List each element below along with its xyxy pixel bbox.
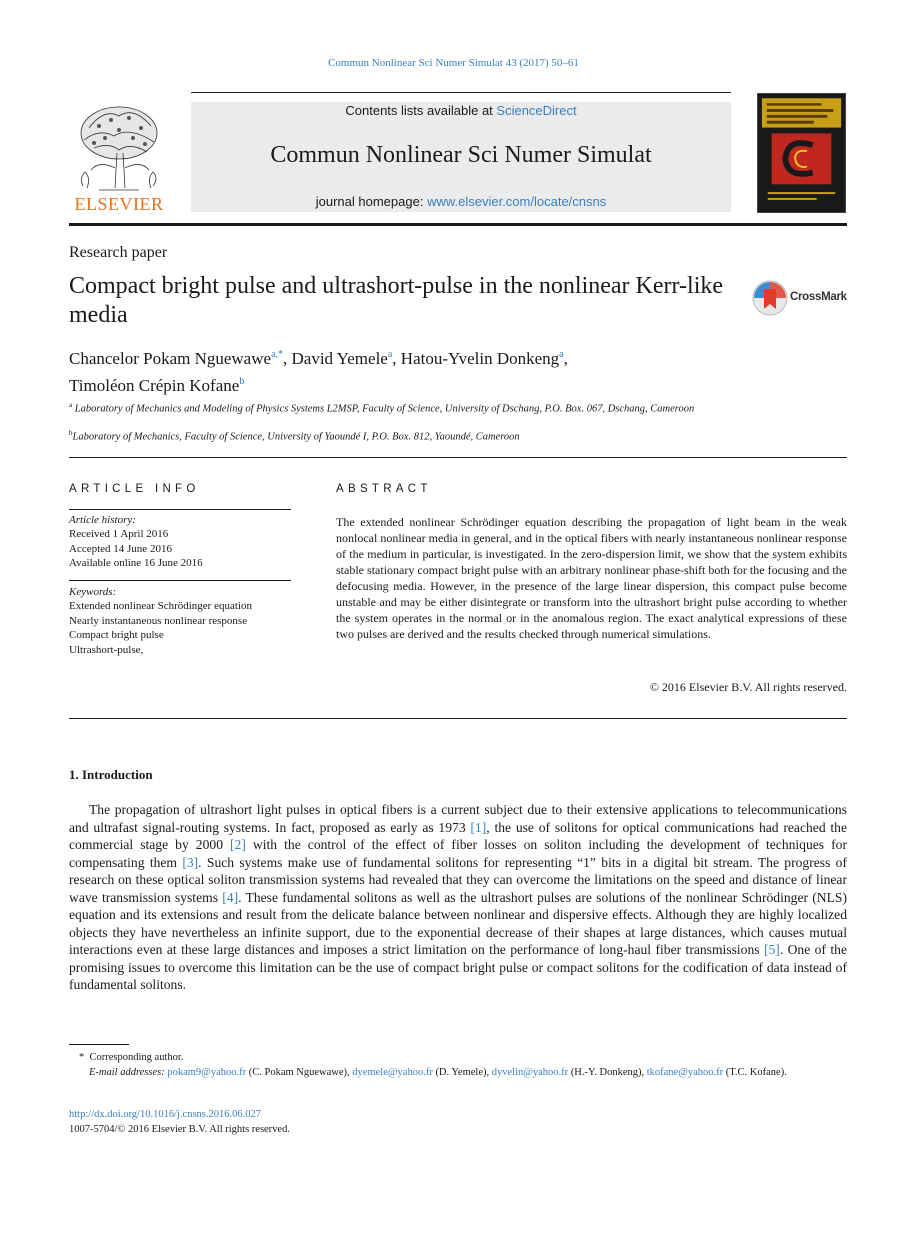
- email-owner: (T.C. Kofane).: [723, 1067, 787, 1078]
- article-info-heading: ARTICLE INFO: [69, 483, 200, 495]
- footnote-rule: [69, 1044, 129, 1045]
- email-link[interactable]: pokam9@yahoo.fr: [167, 1067, 247, 1078]
- email-owner: (D. Yemele),: [432, 1067, 492, 1078]
- abstract-heading: ABSTRACT: [336, 483, 432, 495]
- keywords-label: Keywords:: [69, 586, 117, 598]
- corresponding-label: Corresponding author.: [89, 1052, 184, 1063]
- citation-link[interactable]: [2]: [230, 837, 246, 852]
- homepage-prefix: journal homepage:: [315, 194, 428, 209]
- doi-block: [69, 1107, 290, 1137]
- journal-banner: [191, 102, 731, 212]
- article-type: Research paper: [69, 244, 168, 261]
- footnotes: [69, 1050, 847, 1080]
- issn-copyright: 1007-5704/© 2016 Elsevier B.V. All rights reserved.: [69, 1124, 290, 1135]
- author-name[interactable]: Chancelor Pokam Nguewawe: [69, 349, 272, 368]
- article-info-rule: [69, 509, 291, 510]
- crossmark-icon: [752, 280, 788, 316]
- citation-link[interactable]: [3]: [182, 854, 199, 870]
- crossmark-label: CrossMark: [790, 291, 847, 303]
- affiliation-b: [69, 426, 847, 445]
- masthead-top-rule: [191, 92, 731, 93]
- affiliation-mark: b: [69, 429, 73, 437]
- author-affiliation-mark[interactable]: a: [387, 349, 393, 360]
- citation-link[interactable]: [5]: [763, 942, 780, 957]
- email-owner: (C. Pokam Nguewawe),: [246, 1067, 353, 1078]
- corresponding-author-note: [69, 1050, 847, 1065]
- divider: [69, 718, 847, 719]
- email-link[interactable]: dyemele@yahoo.fr: [352, 1067, 433, 1078]
- author-list: [69, 343, 769, 397]
- intro-text: The propagation of ultrashort light pulses in optical fibers is a current subject due to their extensive applications to telecommunications and ultrafast signal-routing systems. In fact, proposed as early as 1973: [69, 802, 847, 835]
- author-affiliation-mark[interactable]: a: [559, 349, 564, 360]
- intro-text: . Such systems make use of fundamental solitons for representing “1” bits in a digital bit stream. The progress of research on these optical soliton transmission systems had revealed that they can overcome the limitations on the speed and distance of linear wave transmission systems: [69, 854, 848, 905]
- affiliation-a: [69, 398, 847, 417]
- masthead: [69, 92, 847, 228]
- author-affiliation-mark[interactable]: a,*: [271, 349, 284, 360]
- history-accepted: Accepted 14 June 2016: [69, 542, 172, 555]
- email-label: E-mail addresses:: [89, 1067, 165, 1078]
- keywords: [69, 585, 299, 657]
- author-separator: ,: [283, 349, 292, 368]
- section-heading-introduction: 1. Introduction: [69, 767, 153, 782]
- email-link[interactable]: dyvelin@yahoo.fr: [491, 1067, 569, 1078]
- journal-cover-thumbnail[interactable]: [757, 93, 846, 213]
- keyword-item: Extended nonlinear Schrödinger equation: [69, 600, 252, 613]
- journal-title: Commun Nonlinear Sci Numer Simulat: [270, 142, 652, 168]
- intro-text: . One of the promising issues to overcome this limitation can be the use of compact bright pulse or compact solitons for the codification of data instead of fundamental solitons.: [69, 942, 847, 992]
- contents-prefix: Contents lists available at: [345, 103, 497, 118]
- intro-text: , the use of solitons for optical communications had reached the commercial stage by 2000: [69, 819, 848, 852]
- article-history: [69, 513, 299, 571]
- divider: [69, 457, 847, 458]
- email-owner: (H.-Y. Donkeng),: [568, 1067, 647, 1078]
- article-title: Compact bright pulse and ultrashort-pulse in the nonlinear Kerr-like media: [69, 273, 724, 328]
- history-received: Received 1 April 2016: [69, 528, 169, 541]
- email-addresses: [69, 1065, 847, 1080]
- author-name[interactable]: Hatou-Yvelin Donkeng: [400, 349, 560, 368]
- author-separator: ,: [392, 349, 401, 368]
- keywords-rule: [69, 580, 291, 581]
- affiliation-text: Laboratory of Mechanics, Faculty of Science, University of Yaoundé I, P.O. Box. 812, Yaoundé, Cameroon: [72, 431, 520, 443]
- affiliation-mark: a: [69, 401, 73, 409]
- sciencedirect-link[interactable]: ScienceDirect: [496, 103, 577, 118]
- elsevier-wordmark[interactable]: ELSEVIER: [74, 194, 164, 214]
- author-affiliation-mark[interactable]: b: [239, 376, 245, 387]
- citation-link[interactable]: [4]: [222, 889, 239, 905]
- author-name[interactable]: David Yemele: [291, 349, 388, 368]
- affiliation-text: Laboratory of Mechanics and Modeling of Physics Systems L2MSP, Faculty of Science, University of Dschang, P.O. Box. 067, Dschang, Cameroon: [74, 403, 695, 415]
- citation-link[interactable]: [1]: [470, 819, 487, 835]
- history-label: Article history:: [69, 514, 136, 526]
- introduction-paragraph: [69, 801, 847, 994]
- keyword-item: Compact bright pulse: [69, 629, 164, 642]
- author-separator: ,: [563, 349, 568, 368]
- intro-text: . These fundamental solitons as well as the ultrashort pulses are solutions of the nonlinear Schrödinger (NLS) equation and its extensions and result from the delicate balance between nonlinear and dispersive effects. Although they are highly localized objects they have nevertheless an infinite support, due to the exponential decrease of their shapes at large distances, which causes mutual interactions even at these large distances and imposes a strict limitation on the performance of long-haul fiber transmissions: [69, 889, 848, 957]
- footnote-mark: *: [79, 1052, 85, 1063]
- email-link[interactable]: tkofane@yahoo.fr: [646, 1067, 724, 1078]
- abstract-text: The extended nonlinear Schrödinger equation describing the propagation of light beam in the weak nonlocal nonlinear media in general, and in the optical fibers with nearly instantaneous nonlinear response of the medium in particular, is investigated. In the zero-dispersion limit, we show that the system exhibits stable stationary compact bright pulse with an arbitrary nonlinear phase-shift both for the focusing and the defocusing media. However, in the presence of the large linear dispersion, this compact pulse become unstable and may be either disintegrate or transform into the ultrashort bright pulse according to whether the system operates in the normal or in the anomalous region. The exact analytical expressions of these two pulses are derived and the results checked through numerical simulations.: [336, 515, 847, 641]
- homepage-link[interactable]: www.elsevier.com/locate/cnsns: [427, 194, 607, 209]
- abstract-copyright: © 2016 Elsevier B.V. All rights reserved.: [649, 680, 847, 694]
- doi-link[interactable]: http://dx.doi.org/10.1016/j.cnsns.2016.06.027: [69, 1109, 262, 1120]
- keyword-item: Ultrashort-pulse,: [69, 643, 144, 656]
- crossmark-badge[interactable]: [752, 280, 852, 316]
- contents-line: [191, 103, 731, 118]
- history-online: Available online 16 June 2016: [69, 557, 203, 570]
- journal-reference[interactable]: Commun Nonlinear Sci Numer Simulat 43 (2017) 50–61: [328, 57, 579, 69]
- intro-text: with the control of the effect of fiber losses on soliton including the development of techniques for compensating them: [69, 837, 847, 870]
- keyword-item: Nearly instantaneous nonlinear response: [69, 614, 248, 627]
- homepage-line: [191, 194, 731, 209]
- masthead-bottom-rule: [69, 223, 847, 226]
- author-name[interactable]: Timoléon Crépin Kofane: [69, 376, 240, 395]
